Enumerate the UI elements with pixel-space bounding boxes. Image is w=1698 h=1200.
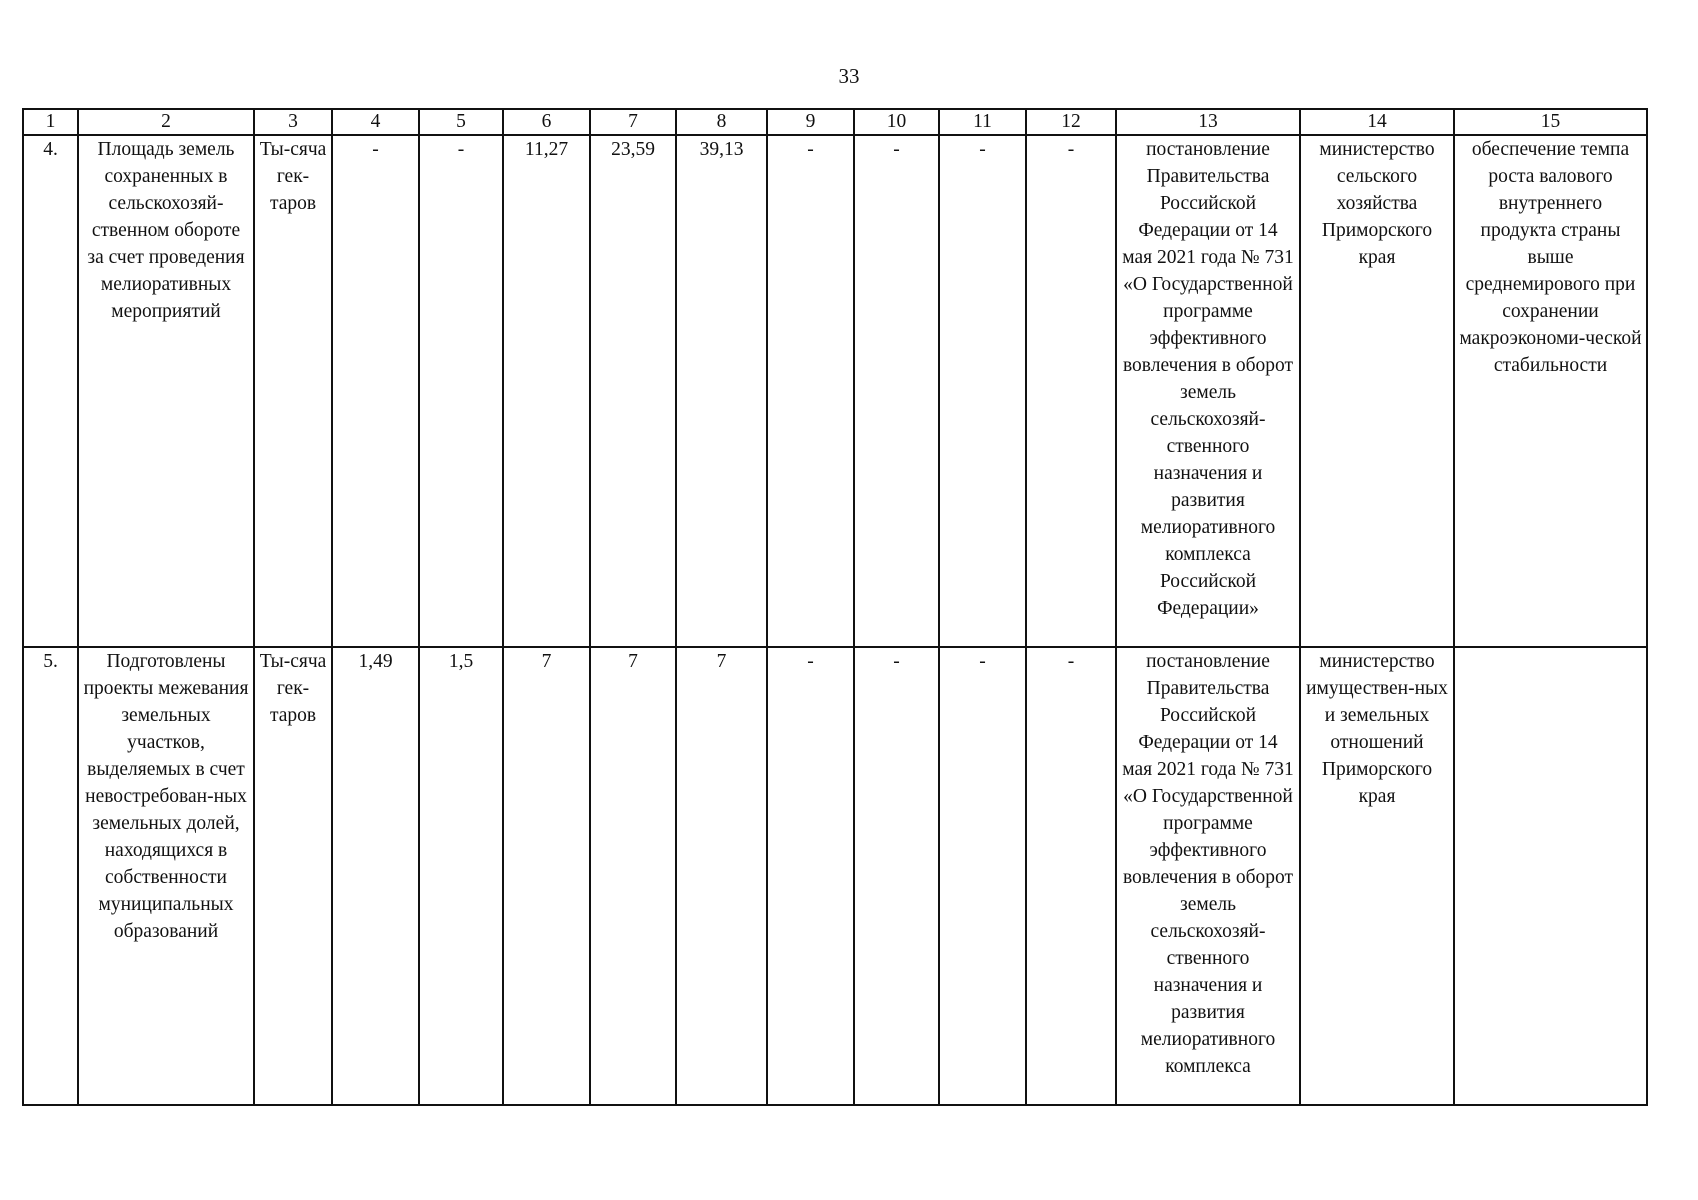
responsible-cell: министерство имуществен-ных и земельных отношений Приморского края (1300, 647, 1454, 1105)
header-cell: 3 (254, 109, 332, 135)
value-cell: - (939, 647, 1026, 1105)
row-number: 4. (23, 135, 78, 647)
header-cell: 5 (419, 109, 503, 135)
page-number: 33 (838, 64, 860, 88)
value-cell: - (854, 135, 939, 647)
header-cell: 12 (1026, 109, 1116, 135)
value-cell: - (854, 647, 939, 1105)
basis-cell: постановление Правительства Российской Федерации от 14 мая 2021 года № 731 «О Государственной программе эффективного вовлечения в оборот земель сельскохозяй-ственного назначения и развития мелиоративного комплекса Российской Федерации» (1116, 135, 1300, 647)
header-cell: 4 (332, 109, 419, 135)
table-header-row (23, 109, 1647, 135)
header-cell: 10 (854, 109, 939, 135)
value-cell: - (767, 647, 854, 1105)
value-cell: 1,49 (332, 647, 419, 1105)
unit-cell: Ты-сяча гек-таров (254, 647, 332, 1105)
table-row (23, 135, 1647, 647)
goal-cell (1454, 647, 1647, 1105)
value-cell: - (939, 135, 1026, 647)
unit-cell: Ты-сяча гек-таров (254, 135, 332, 647)
basis-cell: постановление Правительства Российской Федерации от 14 мая 2021 года № 731 «О Государственной программе эффективного вовлечения в оборот земель сельскохозяй-ственного назначения и развития мелиоративного комплекса (1116, 647, 1300, 1105)
row-number: 5. (23, 647, 78, 1105)
value-cell: 7 (590, 647, 676, 1105)
goal-cell: обеспечение темпа роста валового внутреннего продукта страны выше среднемирового при сохранении макроэкономи-ческой стабильности (1454, 135, 1647, 647)
indicator-name: Площадь земель сохраненных в сельскохозяй-ственном обороте за счет проведения мелиоративных мероприятий (78, 135, 254, 647)
header-cell: 13 (1116, 109, 1300, 135)
header-cell: 7 (590, 109, 676, 135)
header-cell: 8 (676, 109, 767, 135)
value-cell: - (767, 135, 854, 647)
value-cell: 39,13 (676, 135, 767, 647)
value-cell: 1,5 (419, 647, 503, 1105)
header-cell: 14 (1300, 109, 1454, 135)
header-cell: 11 (939, 109, 1026, 135)
value-cell: 11,27 (503, 135, 590, 647)
value-cell: 23,59 (590, 135, 676, 647)
value-cell: 7 (676, 647, 767, 1105)
indicator-name: Подготовлены проекты межевания земельных участков, выделяемых в счет невостребован-ных земельных долей, находящихся в собственности муниципальных образований (78, 647, 254, 1105)
value-cell: - (1026, 135, 1116, 647)
indicators-table (22, 108, 1648, 1106)
header-cell: 1 (23, 109, 78, 135)
header-cell: 15 (1454, 109, 1647, 135)
value-cell: - (1026, 647, 1116, 1105)
table-row (23, 647, 1647, 1105)
value-cell: - (332, 135, 419, 647)
value-cell: - (419, 135, 503, 647)
header-cell: 2 (78, 109, 254, 135)
responsible-cell: министерство сельского хозяйства Приморского края (1300, 135, 1454, 647)
header-cell: 9 (767, 109, 854, 135)
value-cell: 7 (503, 647, 590, 1105)
header-cell: 6 (503, 109, 590, 135)
